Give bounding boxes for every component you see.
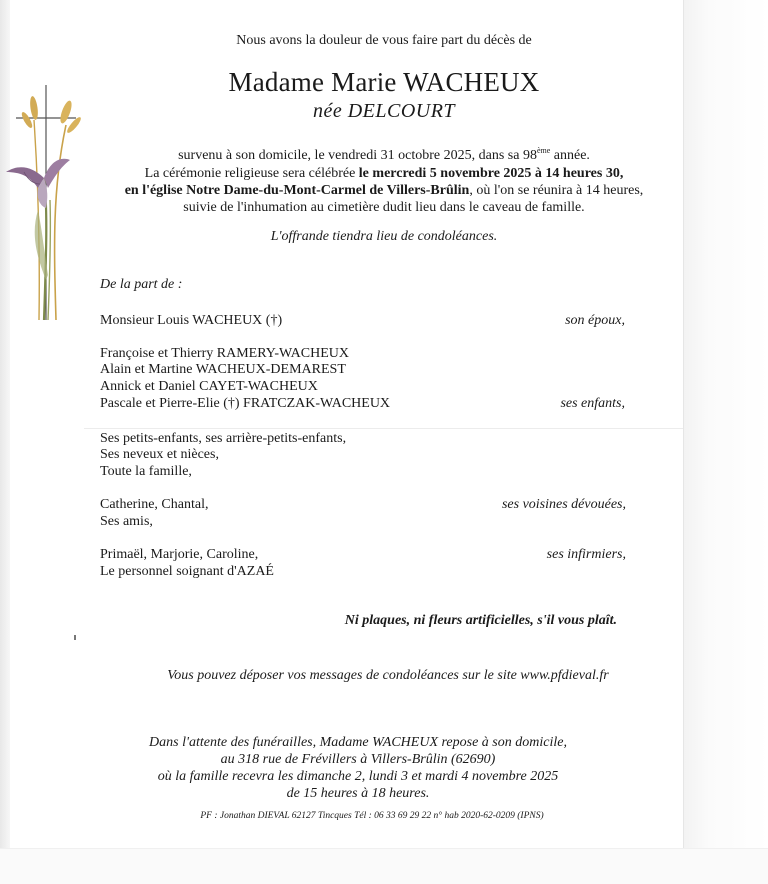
child-entry: Françoise et Thierry RAMERY-WACHEUX — [100, 346, 349, 361]
margin-mark — [74, 635, 76, 640]
fold-line — [84, 428, 683, 429]
relatives-entry: Ses neveux et nièces, — [100, 447, 219, 462]
visitation-line: où la famille recevra les dimanche 2, lundi 3 et mardi 4 novembre 2025 — [157, 769, 559, 784]
visitation-line: Dans l'attente des funérailles, Madame WACHEUX repose à son domicile, — [149, 735, 567, 750]
spouse-role: son époux, — [565, 313, 625, 328]
ceremony-line-2: en l'église Notre Dame-du-Mont-Carmel de Villers-Brûlin, où l'on se réunira à 14 heures, — [124, 183, 644, 198]
deceased-name: Madame Marie WACHEUX — [228, 67, 540, 97]
relatives-entry: Toute la famille, — [100, 464, 192, 479]
neighbors-role: ses voisines dévouées, — [501, 497, 626, 512]
death-line: survenu à son domicile, le vendredi 31 octobre 2025, dans sa 98ème année. — [178, 146, 590, 163]
offering-text: L'offrande tiendra lieu de condoléances. — [270, 229, 498, 244]
neighbors-entry: Ses amis, — [100, 514, 153, 529]
maiden-name: née DELCOURT — [312, 100, 456, 122]
intro-text: Nous avons la douleur de vous faire part du décès de — [236, 33, 532, 48]
visitation-line: au 318 rue de Frévillers à Villers-Brûlin (62690) — [220, 752, 496, 767]
cross-lily-icon — [4, 80, 90, 325]
visitation-line: de 15 heures à 18 heures. — [286, 786, 430, 801]
flowers-note: Ni plaques, ni fleurs artificielles, s'il vous plaît. — [344, 613, 617, 628]
nurses-role: ses infirmiers, — [546, 547, 626, 562]
child-entry: Annick et Daniel CAYET-WACHEUX — [100, 379, 318, 394]
child-entry: Alain et Martine WACHEUX-DEMAREST — [100, 362, 346, 377]
children-role: ses enfants, — [560, 396, 625, 411]
relatives-entry: Ses petits-enfants, ses arrière-petits-enfants, — [100, 431, 347, 446]
neighbors-entry: Catherine, Chantal, — [100, 497, 209, 512]
ceremony-line-1: La cérémonie religieuse sera célébrée le mercredi 5 novembre 2025 à 14 heures 30, — [144, 166, 624, 181]
family-header: De la part de : — [100, 277, 183, 292]
nurses-entry: Le personnel soignant d'AZAÉ — [100, 564, 274, 579]
scan-bottom-band — [0, 848, 768, 884]
nurses-entry: Primaël, Marjorie, Caroline, — [100, 547, 259, 562]
ceremony-line-3: suivie de l'inhumation au cimetière dudit lieu dans le caveau de famille. — [183, 200, 585, 215]
website-note: Vous pouvez déposer vos messages de condoléances sur le site www.pfdieval.fr — [167, 668, 609, 683]
scan-right-edge — [683, 0, 768, 883]
child-entry: Pascale et Pierre-Elie (†) FRATCZAK-WACHEUX — [100, 396, 391, 411]
spouse-name: Monsieur Louis WACHEUX (†) — [100, 313, 283, 328]
funeral-home-footer: PF : Jonathan DIEVAL 62127 Tincques Tél : 06 33 69 29 22 n° hab 2020-62-0209 (IPNS) — [200, 811, 544, 821]
